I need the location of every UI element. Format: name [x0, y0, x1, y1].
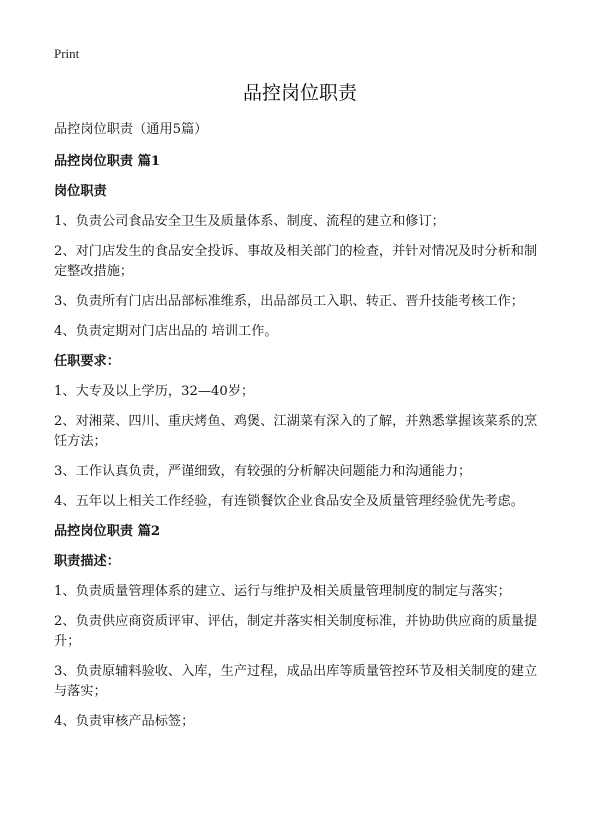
block-heading: 岗位职责	[54, 184, 107, 199]
list-item: 3、负责所有门店出品部标准维系，出品部员工入职、转正、晋升技能考核工作；	[54, 294, 524, 309]
print-label: Print	[54, 46, 80, 61]
list-item: 1、负责质量管理体系的建立、运行与维护及相关质量管理制度的制定与落实；	[54, 584, 511, 599]
list-item: 3、工作认真负责，严谨细致，有较强的分析解决问题能力和沟通能力；	[54, 464, 472, 479]
section-heading: 品控岗位职责 篇1	[54, 154, 161, 169]
section-heading: 品控岗位职责 篇2	[54, 524, 161, 539]
list-item: 2、对门店发生的食品安全投诉、事故及相关部门的检查，并针对情况及时分析和制定整改措施；	[54, 244, 538, 279]
list-item: 1、大专及以上学历，32—40岁；	[54, 384, 255, 399]
document-subtitle: 品控岗位职责（通用5篇）	[54, 122, 208, 137]
list-item: 1、负责公司食品安全卫生及质量体系、制度、流程的建立和修订；	[54, 214, 445, 229]
list-item: 4、负责定期对门店出品的 培训工作。	[54, 324, 278, 339]
list-item: 2、对湘菜、四川、重庆烤鱼、鸡煲、江湖菜有深入的了解，并熟悉掌握该菜系的烹饪方法；	[54, 414, 538, 449]
list-item: 4、五年以上相关工作经验，有连锁餐饮企业食品安全及质量管理经验优先考虑。	[54, 494, 524, 509]
list-item: 2、负责供应商资质评审、评估，制定并落实相关制度标准，并协助供应商的质量提升；	[54, 614, 538, 649]
document-body	[54, 120, 550, 742]
page-title: 品控岗位职责	[242, 82, 357, 104]
list-item: 3、负责原辅料验收、入库，生产过程，成品出库等质量管控环节及相关制度的建立与落实；	[54, 664, 538, 699]
block-heading: 任职要求：	[54, 354, 120, 369]
block-heading: 职责描述：	[54, 554, 120, 569]
list-item: 4、负责审核产品标签；	[54, 714, 195, 729]
